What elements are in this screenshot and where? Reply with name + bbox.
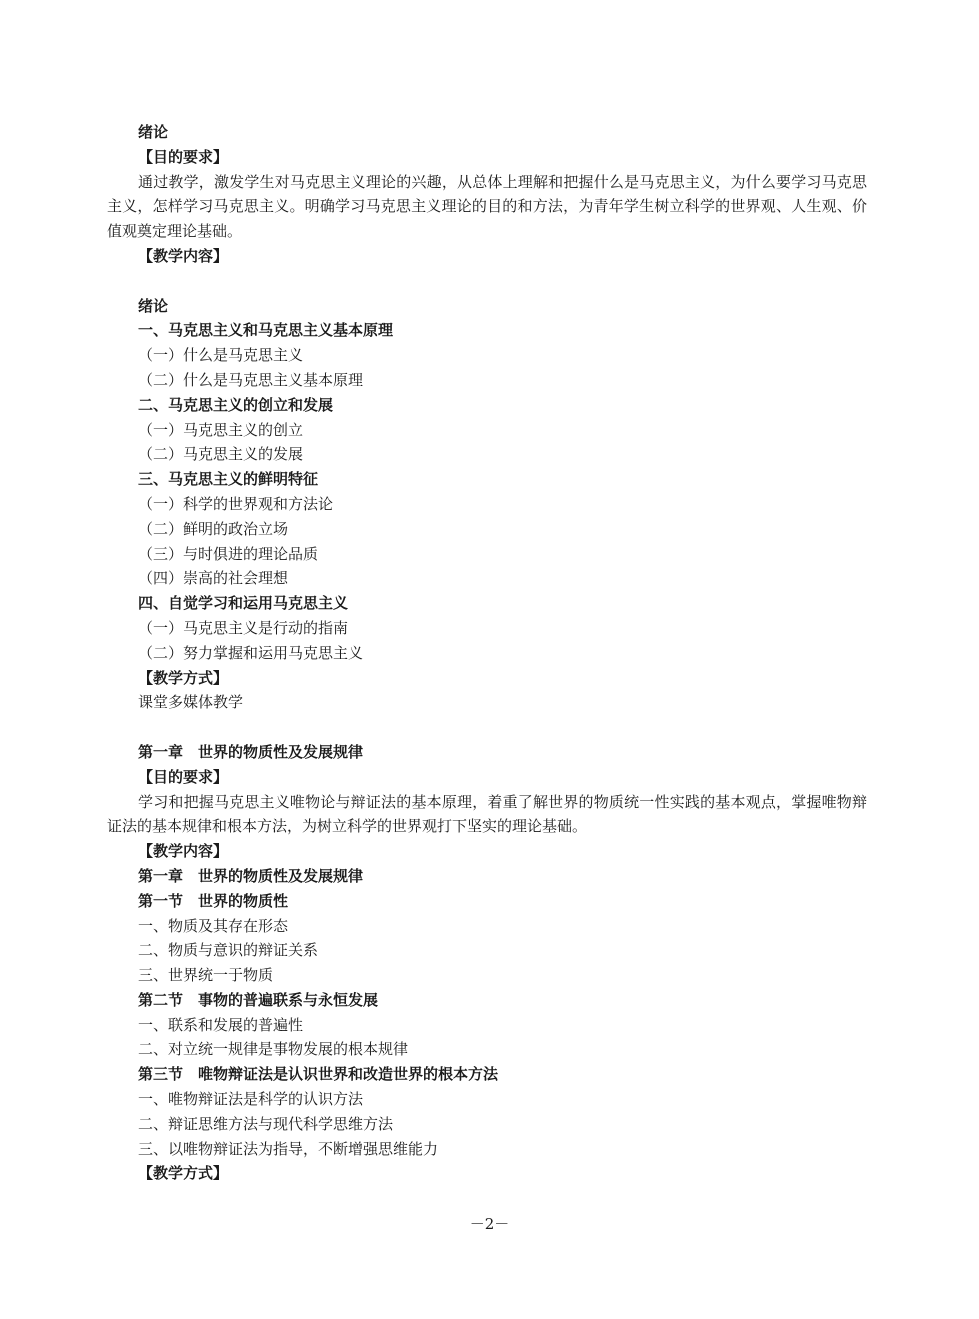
intro-requirements-heading: 【目的要求】 xyxy=(138,147,229,166)
outline-heading: 第一节 世界的物质性 xyxy=(138,891,289,910)
outline-heading: 二、马克思主义的创立和发展 xyxy=(138,395,334,414)
chapter1-title: 第一章 世界的物质性及发展规律 xyxy=(138,742,364,761)
outline-heading: 四、自觉学习和运用马克思主义 xyxy=(138,594,349,613)
intro-title: 绪论 xyxy=(138,123,169,141)
outline-item: 三、以唯物辩证法为指导，不断增强思维能力 xyxy=(138,1139,439,1158)
intro-method-heading: 【教学方式】 xyxy=(138,668,229,687)
outline-item: （一）马克思主义的创立 xyxy=(138,420,304,439)
intro-content-title: 绪论 xyxy=(138,296,169,315)
chapter1-requirements-heading: 【目的要求】 xyxy=(138,767,229,786)
intro-outline xyxy=(107,318,867,665)
outline-item: （二）什么是马克思主义基本原理 xyxy=(138,370,364,389)
outline-item: 一、唯物辩证法是科学的认识方法 xyxy=(138,1090,364,1109)
outline-heading: 三、马克思主义的鲜明特征 xyxy=(138,470,319,489)
outline-item: （一）什么是马克思主义 xyxy=(138,346,304,365)
intro-content-heading: 【教学内容】 xyxy=(138,246,229,265)
intro-method-text: 课堂多媒体教学 xyxy=(138,693,244,712)
page-number: －2－ xyxy=(469,1215,510,1233)
outline-item: 二、对立统一规律是事物发展的根本规律 xyxy=(138,1040,409,1059)
outline-heading: 第一章 世界的物质性及发展规律 xyxy=(138,866,364,885)
outline-heading: 第二节 事物的普遍联系与永恒发展 xyxy=(138,990,379,1009)
chapter1-outline xyxy=(107,864,867,1162)
chapter1-content-heading: 【教学内容】 xyxy=(138,842,229,861)
intro-requirements-text: 通过教学，激发学生对马克思主义理论的兴趣，从总体上理解和把握什么是马克思主义，为什么要学习马克思主义，怎样学习马克思主义。明确学习马克思主义理论的目的和方法，为青年学生树立科学的世界观、人生观、价值观奠定理论基础。 xyxy=(107,172,867,241)
outline-item: 二、辩证思维方法与现代科学思维方法 xyxy=(138,1114,394,1133)
outline-item: 一、联系和发展的普遍性 xyxy=(138,1015,304,1034)
outline-item: 三、世界统一于物质 xyxy=(138,966,274,985)
outline-item: （一）科学的世界观和方法论 xyxy=(138,494,334,513)
outline-item: 二、物质与意识的辩证关系 xyxy=(138,941,319,960)
outline-item: （二）鲜明的政治立场 xyxy=(138,519,289,538)
outline-heading: 一、马克思主义和马克思主义基本原理 xyxy=(138,321,394,340)
spacer xyxy=(107,715,867,740)
outline-item: （三）与时俱进的理论品质 xyxy=(138,544,319,563)
outline-item: （四）崇高的社会理想 xyxy=(138,569,289,588)
outline-item: （二）马克思主义的发展 xyxy=(138,445,304,464)
chapter1-method-heading: 【教学方式】 xyxy=(138,1164,229,1183)
chapter1-requirements-text: 学习和把握马克思主义唯物论与辩证法的基本原理，着重了解世界的物质统一性实践的基本观点，掌握唯物辩证法的基本规律和根本方法，为树立科学的世界观打下坚实的理论基础。 xyxy=(107,792,867,836)
outline-item: （一）马克思主义是行动的指南 xyxy=(138,618,349,637)
outline-heading: 第三节 唯物辩证法是认识世界和改造世界的根本方法 xyxy=(138,1065,499,1084)
document-page xyxy=(107,120,867,1186)
spacer xyxy=(107,269,867,294)
outline-item: 一、物质及其存在形态 xyxy=(138,916,289,935)
outline-item: （二）努力掌握和运用马克思主义 xyxy=(138,643,364,662)
